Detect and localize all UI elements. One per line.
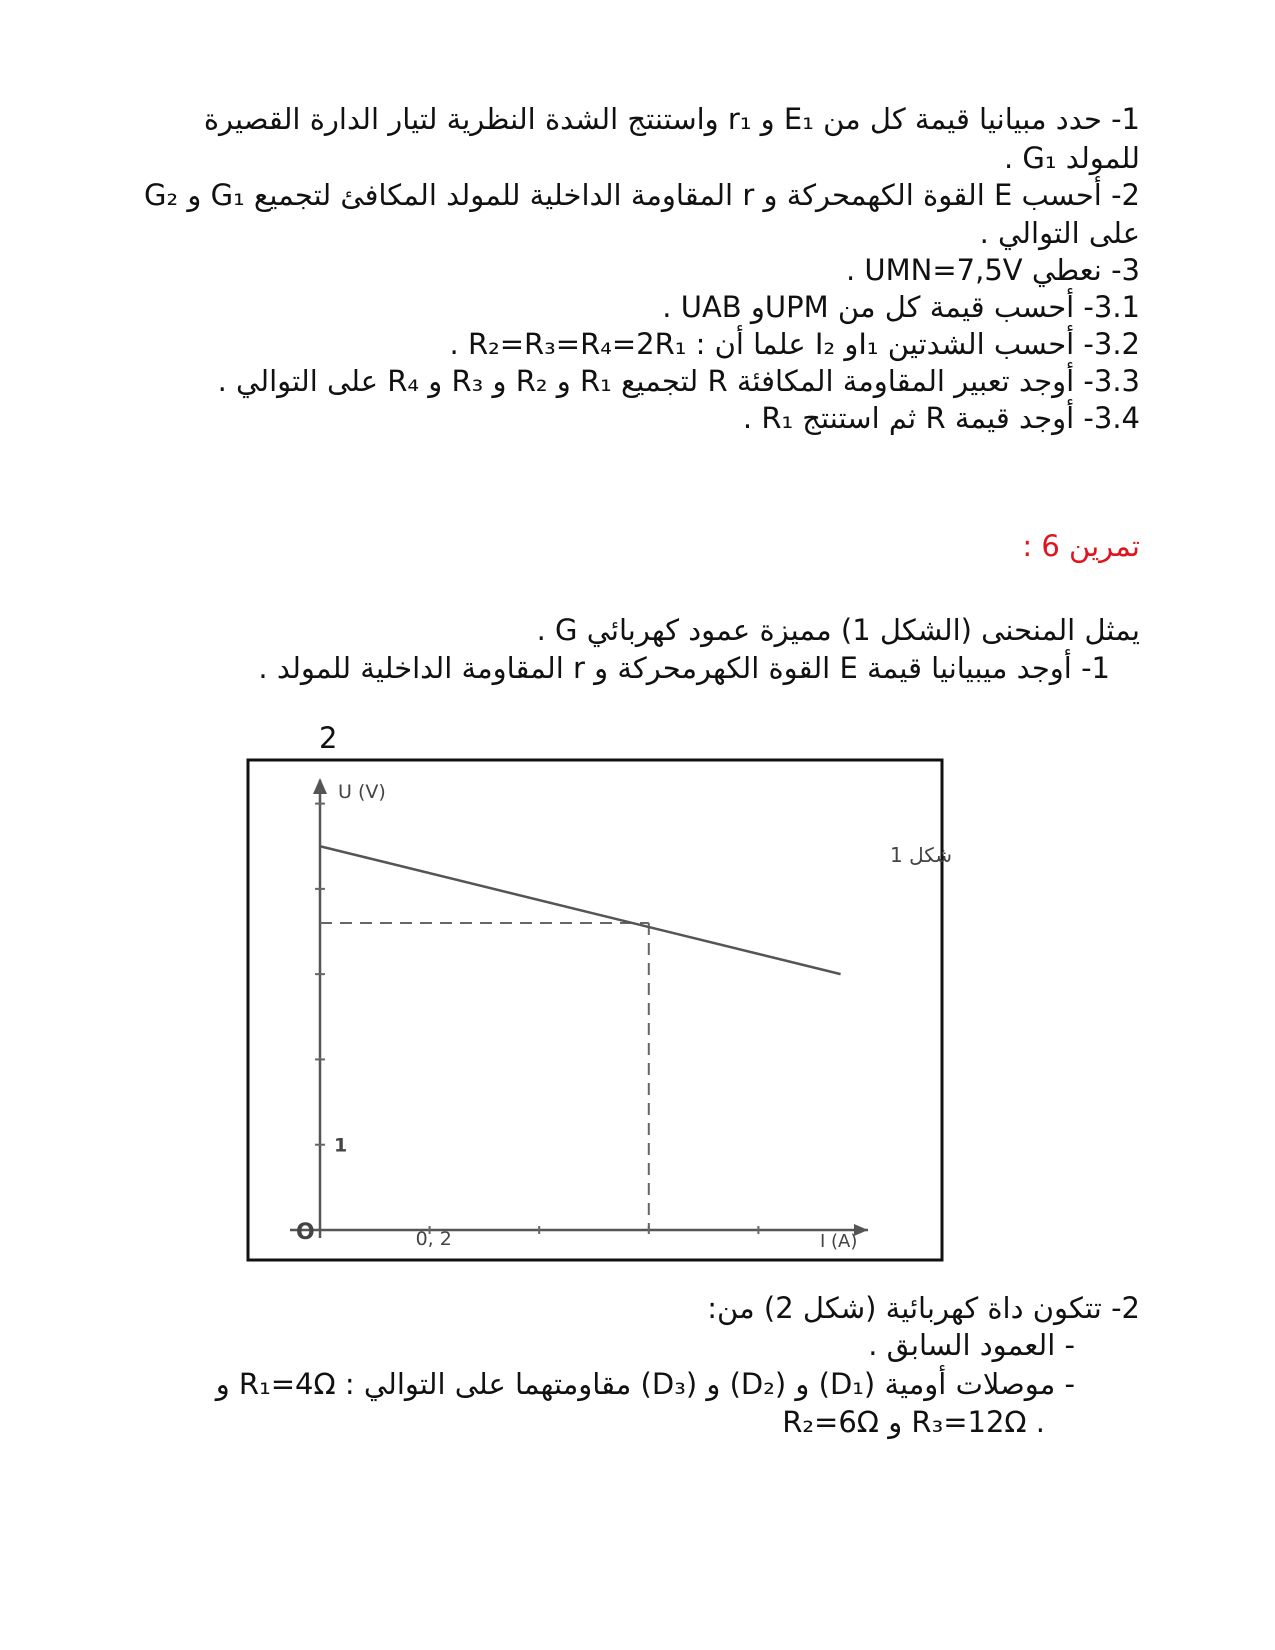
q2part-bullet-3: R₂=6Ω و R₃=12Ω . (782, 1405, 1045, 1439)
figure-frame (248, 760, 942, 1260)
y-tick-label: 1 (334, 1134, 348, 1157)
q3-1: 3.1- أحسب قيمة كل من UPMو UAB . (662, 290, 1140, 324)
page-number: 2 (319, 721, 338, 755)
q2part-bullet-1: - العمود السابق . (868, 1328, 1075, 1362)
q3-3: 3.3- أوجد تعبير المقاومة المكافئة R لتجميع R₁ و R₂ و R₃ و R₄ على التوالي . (217, 364, 1140, 398)
q3-4: 3.4- أوجد قيمة R ثم استنتج R₁ . (742, 401, 1140, 435)
y-axis-label: U (V) (338, 781, 386, 803)
x-axis-label: I (A) (820, 1231, 858, 1252)
exercise-intro: يمثل المنحنى (الشكل 1) مميزة عمود كهربائي G . (536, 613, 1140, 647)
q1-line-2: للمولد G₁ . (1003, 141, 1140, 175)
q3-intro: 3- نعطي UMN=7,5V . (845, 253, 1140, 287)
x-tick-label: 0, 2 (415, 1228, 452, 1250)
figure-chart (248, 760, 953, 1260)
q2part-intro: 2- تتكون داة كهربائية (شكل 2) من: (707, 1291, 1140, 1325)
q3-2: 3.2- أحسب الشدتين I₁و I₂ علما أن : R₂=R₃=R₄=2R₁ . (449, 327, 1140, 361)
exercise-title: تمرين 6 : (1022, 529, 1140, 563)
q2-line-1: 2- أحسب E القوة الكهمحركة و r المقاومة الداخلية للمولد المكافئ لتجميع G₁ و G₂ (144, 178, 1140, 212)
q1-line-1: 1- حدد مبيانيا قيمة كل من E₁ و r₁ واستنتج الشدة النظرية لتيار الدارة القصيرة (203, 102, 1140, 136)
q2part-bullet-2: - موصلات أومية (D₁) و (D₂) و (D₃) مقاومتهما على التوالي : R₁=4Ω و (215, 1367, 1075, 1401)
exercise-q1: 1- أوجد ميبيانيا قيمة E القوة الكهرمحركة و r المقاومة الداخلية للمولد . (258, 651, 1110, 685)
origin-label: O (296, 1220, 315, 1245)
figure-label: شكل 1 (890, 843, 953, 867)
q2-line-2: على التوالي . (979, 216, 1140, 250)
